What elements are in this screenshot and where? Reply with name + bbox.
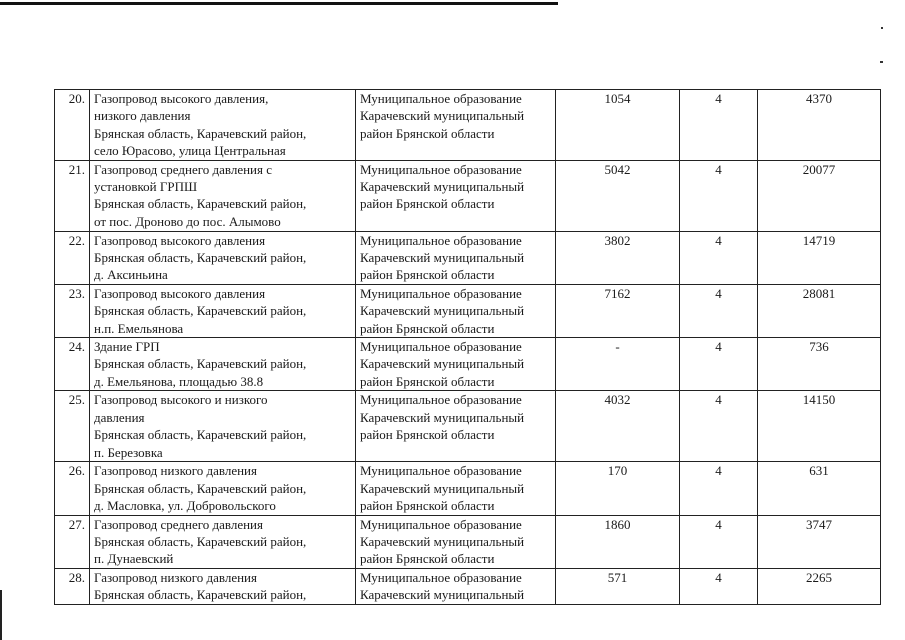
table-row — [55, 90, 881, 161]
top-rule — [0, 2, 558, 5]
object-description — [90, 515, 356, 568]
table-row — [55, 338, 881, 391]
owner-line: район Брянской области — [360, 373, 495, 389]
object-description — [90, 462, 356, 515]
object-line: Брянская область, Карачевский район, — [94, 196, 307, 212]
object-line: установкой ГРПШ — [94, 179, 198, 195]
table-row — [55, 515, 881, 568]
code-value: 4 — [680, 515, 758, 568]
owner-line: Муниципальное образование — [360, 392, 522, 408]
cost-value: 20077 — [758, 160, 881, 231]
length-value: 4032 — [556, 391, 680, 462]
owner — [356, 391, 556, 462]
owner — [356, 338, 556, 391]
length-value: 1860 — [556, 515, 680, 568]
object-description — [90, 90, 356, 161]
object-description — [90, 231, 356, 284]
code-value: 4 — [680, 568, 758, 604]
owner-line: Муниципальное образование — [360, 516, 522, 532]
code-value: 4 — [680, 160, 758, 231]
owner-line: Муниципальное образование — [360, 569, 522, 585]
object-line: Газопровод среднего давления с — [94, 161, 273, 177]
owner — [356, 90, 556, 161]
object-line: низкого давления — [94, 108, 191, 124]
table-row — [55, 391, 881, 462]
object-line: Брянская область, Карачевский район, — [94, 250, 307, 266]
object-description — [90, 160, 356, 231]
object-line: Здание ГРП — [94, 339, 160, 355]
owner-line: Карачевский муниципальный — [360, 587, 525, 603]
object-line: Брянская область, Карачевский район, — [94, 587, 307, 603]
row-number: 27. — [55, 515, 90, 568]
cost-value: 14719 — [758, 231, 881, 284]
owner-line: Муниципальное образование — [360, 161, 522, 177]
object-line: Брянская область, Карачевский район, — [94, 356, 307, 372]
owner — [356, 160, 556, 231]
owner-line: район Брянской области — [360, 267, 495, 283]
object-line: Брянская область, Карачевский район, — [94, 533, 307, 549]
owner-line: Муниципальное образование — [360, 285, 522, 301]
object-line: Брянская область, Карачевский район, — [94, 427, 307, 443]
row-number: 22. — [55, 231, 90, 284]
object-line: Газопровод высокого и низкого — [94, 392, 268, 408]
owner-line: Муниципальное образование — [360, 232, 522, 248]
cost-value: 28081 — [758, 284, 881, 337]
table-row — [55, 462, 881, 515]
table-row — [55, 568, 881, 604]
object-description — [90, 338, 356, 391]
object-line: давления — [94, 409, 145, 425]
object-line: Газопровод высокого давления — [94, 285, 266, 301]
owner-line: Карачевский муниципальный — [360, 533, 525, 549]
owner — [356, 284, 556, 337]
owner-line: Карачевский муниципальный — [360, 303, 525, 319]
code-value: 4 — [680, 462, 758, 515]
page-edge — [0, 590, 2, 640]
cost-value: 631 — [758, 462, 881, 515]
object-line: п. Дунаевский — [94, 551, 174, 567]
object-line: Брянская область, Карачевский район, — [94, 480, 307, 496]
object-line: Газопровод низкого давления — [94, 569, 257, 585]
table-body — [55, 90, 881, 605]
owner-line: Карачевский муниципальный — [360, 356, 525, 372]
cost-value: 14150 — [758, 391, 881, 462]
scan-speck — [880, 61, 883, 63]
owner-line: район Брянской области — [360, 427, 495, 443]
cost-value: 736 — [758, 338, 881, 391]
object-line: д. Аксиньина — [94, 267, 168, 283]
object-line: Газопровод среднего давления — [94, 516, 263, 532]
row-number: 23. — [55, 284, 90, 337]
code-value: 4 — [680, 391, 758, 462]
owner-line: Муниципальное образование — [360, 91, 522, 106]
scan-speck — [881, 27, 883, 29]
table-row — [55, 160, 881, 231]
cost-value: 4370 — [758, 90, 881, 161]
table-row — [55, 284, 881, 337]
owner — [356, 568, 556, 604]
owner-line: Муниципальное образование — [360, 339, 522, 355]
row-number: 20. — [55, 90, 90, 161]
row-number: 28. — [55, 568, 90, 604]
object-line: н.п. Емельянова — [94, 320, 184, 336]
owner-line: район Брянской области — [360, 320, 495, 336]
table-row — [55, 231, 881, 284]
object-line: д. Емельянова, площадью 38.8 — [94, 373, 264, 389]
owner — [356, 231, 556, 284]
code-value: 4 — [680, 231, 758, 284]
owner-line: район Брянской области — [360, 498, 495, 514]
owner-line: Карачевский муниципальный — [360, 250, 525, 266]
length-value: 3802 — [556, 231, 680, 284]
length-value: 571 — [556, 568, 680, 604]
owner-line: Муниципальное образование — [360, 463, 522, 479]
owner-line: Карачевский муниципальный — [360, 480, 525, 496]
object-line: Газопровод высокого давления, — [94, 91, 269, 106]
code-value: 4 — [680, 90, 758, 161]
object-line: Брянская область, Карачевский район, — [94, 303, 307, 319]
code-value: 4 — [680, 284, 758, 337]
owner — [356, 462, 556, 515]
object-description — [90, 284, 356, 337]
owner-line: район Брянской области — [360, 125, 495, 141]
owner — [356, 515, 556, 568]
object-description — [90, 391, 356, 462]
cost-value: 2265 — [758, 568, 881, 604]
owner-line: район Брянской области — [360, 551, 495, 567]
code-value: 4 — [680, 338, 758, 391]
property-table — [54, 89, 881, 605]
object-description — [90, 568, 356, 604]
object-line: Газопровод высокого давления — [94, 232, 266, 248]
row-number: 24. — [55, 338, 90, 391]
row-number: 25. — [55, 391, 90, 462]
object-line: от пос. Дроново до пос. Алымово — [94, 213, 281, 229]
object-line: село Юрасово, улица Центральная — [94, 143, 286, 159]
owner-line: район Брянской области — [360, 196, 495, 212]
length-value: - — [556, 338, 680, 391]
row-number: 26. — [55, 462, 90, 515]
owner-line: Карачевский муниципальный — [360, 179, 525, 195]
cost-value: 3747 — [758, 515, 881, 568]
length-value: 1054 — [556, 90, 680, 161]
length-value: 170 — [556, 462, 680, 515]
owner-line: Карачевский муниципальный — [360, 108, 525, 124]
object-line: Газопровод низкого давления — [94, 463, 257, 479]
length-value: 7162 — [556, 284, 680, 337]
object-line: п. Березовка — [94, 444, 163, 460]
owner-line: Карачевский муниципальный — [360, 409, 525, 425]
row-number: 21. — [55, 160, 90, 231]
object-line: д. Масловка, ул. Добровольского — [94, 498, 276, 514]
length-value: 5042 — [556, 160, 680, 231]
object-line: Брянская область, Карачевский район, — [94, 125, 307, 141]
